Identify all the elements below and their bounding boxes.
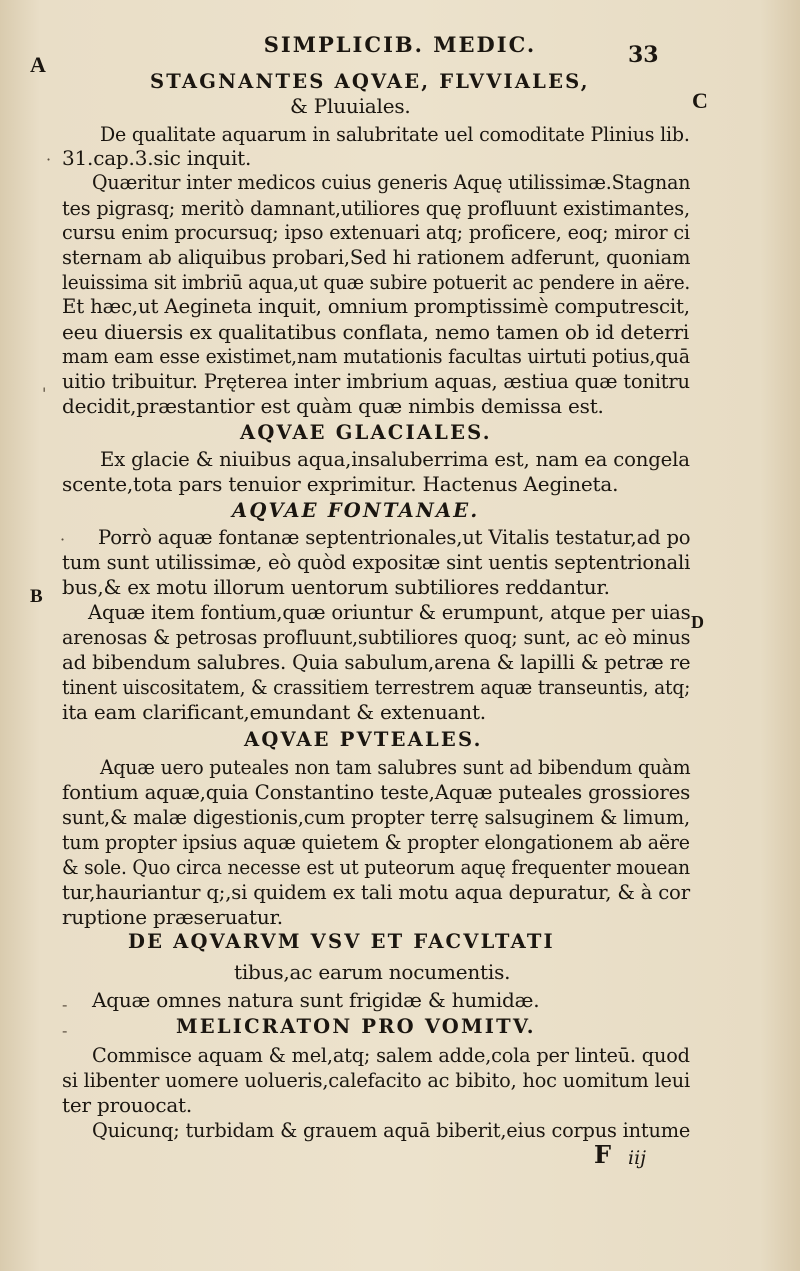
text-line: tum propter ipsius aquæ quietem & propter elongationem ab aëre — [62, 830, 690, 854]
heading-stagnantes: STAGNANTES AQVAE, FLVVIALES, — [150, 70, 590, 93]
text-line: cursu enim procursuq; ipso extenuari atq; proficere, eoq; miror ci — [62, 220, 690, 244]
text-line: eeu diuersis ex qualitatibus conflata, nemo tamen ob id deterri — [62, 320, 690, 344]
heading-puteales: AQVAE PVTEALES. — [244, 728, 483, 751]
text-line: Commisce aquam & mel,atq; salem adde,cola per linteū. quod — [92, 1043, 690, 1067]
text-line: Ex glacie & niuibus aqua,insaluberrima est, nam ea congela — [100, 447, 690, 471]
text-line: ruptione præseruatur. — [62, 905, 283, 929]
text-line: ter prouocat. — [62, 1093, 193, 1117]
text-line: Aquæ uero puteales non tam salubres sunt ad bibendum quàm — [100, 755, 691, 779]
text-line: fontium aquæ,quia Constantino teste,Aquæ puteales grossiores — [62, 780, 691, 804]
text-line: bus,& ex motu illorum uentorum subtiliores reddantur. — [62, 575, 610, 599]
text-line: Porrò aquæ fontanæ septentrionales,ut Vitalis testatur,ad po — [98, 525, 691, 549]
text-line: tes pigrasq; meritò damnant,utiliores quę profluunt existimantes, — [62, 196, 690, 220]
margin-mark: - — [62, 995, 68, 1014]
text-line: si libenter uomere uolueris,calefacito ac bibito, hoc uomitum leui — [62, 1068, 690, 1092]
text-line: De qualitate aquarum in salubritate uel comoditate Plinius lib. — [100, 122, 690, 146]
text-line: scente,tota pars tenuior exprimitur. Hactenus Aegineta. — [62, 472, 619, 496]
folio-number: 33 — [628, 42, 659, 68]
text-line: sternam ab aliquibus probari,Sed hi rationem adferunt, quoniam — [62, 245, 691, 269]
text-line: Et hæc,ut Aegineta inquit, omnium promptissimè computrescit, — [62, 294, 690, 318]
margin-mark: ' — [42, 384, 47, 403]
text-line: & Pluuiales. — [290, 94, 411, 118]
heading-melicraton: MELICRATON PRO VOMITV. — [176, 1015, 536, 1038]
text-line: Aquæ item fontium,quæ oriuntur & erumpunt, atque per uias — [88, 600, 691, 624]
margin-letter-d: D — [691, 612, 704, 632]
text-line: mam eam esse existimet,nam mutationis facultas uirtuti potius,quā — [62, 344, 690, 368]
signature-letter: F — [594, 1140, 612, 1169]
heading-glaciales: AQVAE GLACIALES. — [240, 421, 492, 444]
text-line: tibus,ac earum nocumentis. — [234, 960, 511, 984]
margin-mark: · — [60, 530, 66, 549]
heading-de-aquarum: DE AQVARVM VSV ET FACVLTATI — [128, 930, 555, 953]
margin-letter-c: C — [692, 88, 708, 113]
margin-letter-b: B — [30, 586, 43, 607]
text-line: tur,hauriantur q;,si quidem ex tali motu aqua depuratur, & à cor — [62, 880, 690, 904]
text-line: tinent uiscositatem, & crassitiem terrestrem aquæ transeuntis, atq; — [62, 675, 691, 699]
running-head: SIMPLICIB. MEDIC. — [263, 32, 537, 57]
signature-number: iij — [628, 1147, 647, 1169]
text-line: decidit,præstantior est quàm quæ nimbis demissa est. — [62, 394, 604, 418]
text-line: Quæritur inter medicos cuius generis Aquę utilissimæ.Stagnan — [92, 170, 691, 194]
margin-letter-a: A — [30, 52, 46, 77]
margin-mark: - — [62, 1021, 68, 1040]
text-line: arenosas & petrosas profluunt,subtiliores quoq; sunt, ac eò minus — [62, 625, 691, 649]
margin-mark: · — [46, 150, 52, 169]
text-line: ita eam clarificant,emundant & extenuant. — [62, 700, 486, 724]
text-line: Quicunq; turbidam & grauem aquā biberit,eius corpus intume — [92, 1118, 691, 1142]
text-line: uitio tribuitur. Pręterea inter imbrium aquas, æstiua quæ tonitru — [62, 369, 690, 393]
text-line: ad bibendum salubres. Quia sabulum,arena & lapilli & petræ re — [62, 650, 691, 674]
text-line: leuissima sit imbriū aqua,ut quæ subire potuerit ac pendere in aëre. — [62, 270, 691, 294]
text-line: & sole. Quo circa necesse est ut puteorum aquę frequenter mouean — [62, 855, 690, 879]
heading-fontanae: AQVAE FONTANAE. — [232, 499, 480, 522]
text-line: 31.cap.3.sic inquit. — [62, 146, 252, 170]
text-line: sunt,& malæ digestionis,cum propter terrę salsuginem & limum, — [62, 805, 690, 829]
text-line: tum sunt utilissimæ, eò quòd expositæ sint uentis septentrionali — [62, 550, 691, 574]
text-line: Aquæ omnes natura sunt frigidæ & humidæ. — [92, 988, 540, 1012]
